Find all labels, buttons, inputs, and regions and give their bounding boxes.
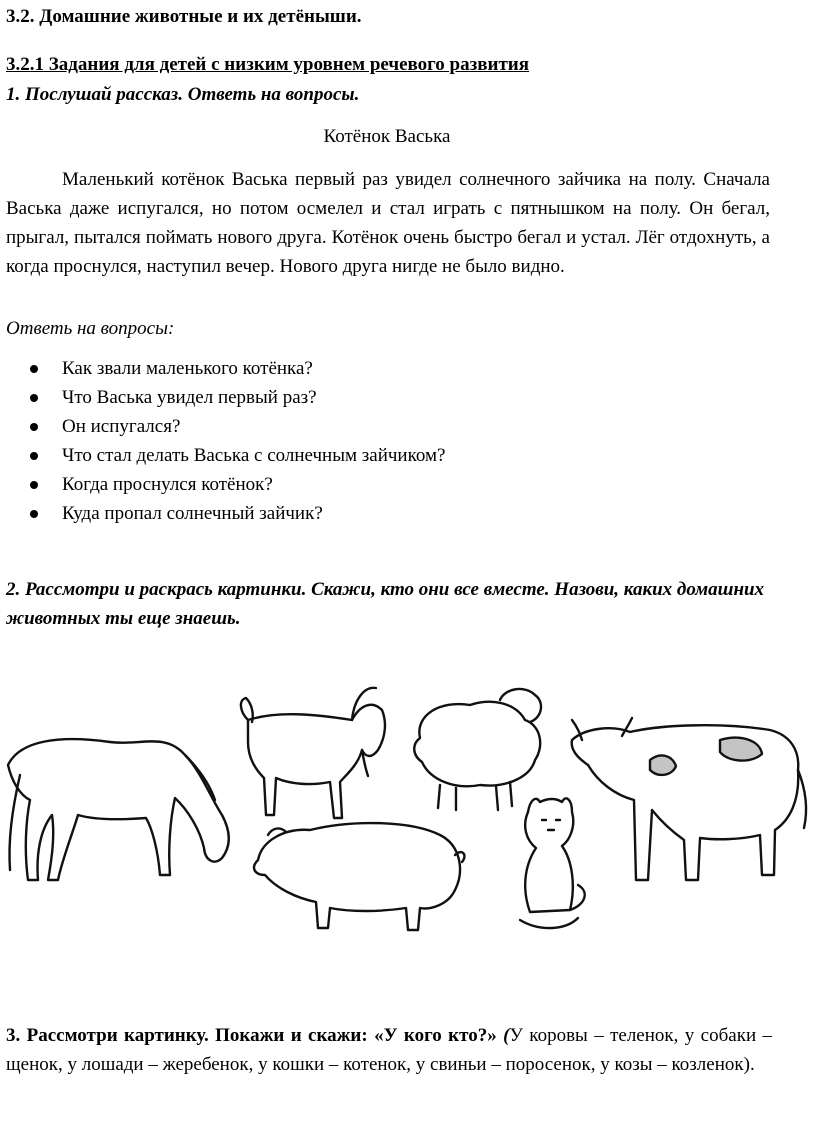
subsection-title: 3.2.1 Задания для детей с низким уровнем речевого развития	[6, 54, 530, 75]
question-text: Что Васька увидел первый раз?	[62, 387, 317, 408]
questions-label: Ответь на вопросы:	[6, 318, 175, 339]
list-item	[30, 354, 445, 383]
task3-heading: 3. Рассмотри картинку. Покажи и скажи: «У кого кто?»	[6, 1025, 497, 1046]
sheep-drawing	[414, 689, 541, 810]
cat-drawing	[520, 798, 585, 928]
list-item	[30, 412, 445, 441]
horse-drawing	[8, 739, 229, 880]
task2-heading: 2. Рассмотри и раскрась картинки. Скажи, кто они все вместе. Назови, каких домашних животных ты еще знаешь.	[6, 579, 765, 629]
task3-open-paren: (	[496, 1025, 510, 1046]
task3-text: У коровы – теленок, у собаки – щенок, у лошади – жеребенок, у кошки – котенок, у свиньи – поросенок, у козы – козленок).	[6, 1025, 773, 1075]
pig-drawing	[254, 823, 464, 930]
question-text: Когда проснулся котёнок?	[62, 474, 273, 495]
task3-paragraph	[6, 1021, 772, 1079]
question-text: Куда пропал солнечный зайчик?	[62, 503, 323, 524]
list-item	[30, 441, 445, 470]
bullet-icon	[30, 510, 38, 518]
story-text: Маленький котёнок Васька первый раз увидел солнечного зайчика на полу. Сначала Васька даже испугался, но потом осмелел и стал играть с пятнышком на полу. Он бегал, прыгал, пытался поймать нового друга. Котёнок очень быстро бегал и устал. Лёг отдохнуть, а когда проснулся, наступил вечер. Нового друга нигде не было видно.	[6, 169, 770, 277]
bullet-icon	[30, 394, 38, 402]
bullet-icon	[30, 452, 38, 460]
goat-drawing	[241, 688, 385, 818]
list-item	[30, 499, 445, 528]
bullet-icon	[30, 365, 38, 373]
section-title: 3.2. Домашние животные и их детёныши.	[6, 6, 362, 27]
question-text: Как звали маленького котёнка?	[62, 358, 313, 379]
bullet-icon	[30, 423, 38, 431]
bullet-icon	[30, 481, 38, 489]
question-text: Он испугался?	[62, 416, 181, 437]
story-title: Котёнок Васька	[323, 126, 451, 147]
question-text: Что стал делать Васька с солнечным зайчиком?	[62, 445, 446, 466]
cow-drawing	[572, 718, 806, 880]
task1-heading: 1. Послушай рассказ. Ответь на вопросы.	[6, 84, 360, 105]
farm-animals-illustration	[0, 670, 816, 960]
list-item	[30, 383, 445, 412]
list-item	[30, 470, 445, 499]
questions-list	[30, 354, 445, 528]
